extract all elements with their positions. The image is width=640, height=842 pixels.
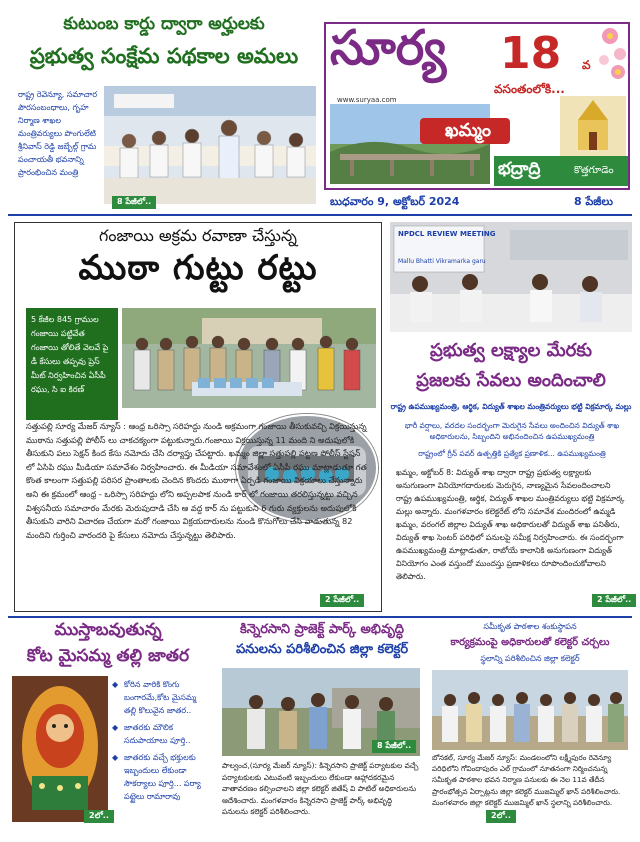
middle-rule	[8, 616, 632, 618]
npdcl-page-ref[interactable]: 2 పేజీలో..	[592, 594, 636, 607]
kinnerasani-headline-2: పనులను పరిశీలించిన జిల్లా కలెక్టర్	[235, 642, 409, 657]
npdcl-banner-subtitle: Mallu Bhatti Vikramarka garu	[398, 258, 486, 265]
town-name[interactable]: కొత్తగూడెం	[574, 165, 614, 176]
jatara-bullets	[112, 678, 210, 807]
kinnerasani-headline-1: కిన్నెరసాని ప్రాజెక్ట్ పార్క్ అభివృద్ధి	[240, 622, 404, 637]
jatara-headline-2: కోట మైసమ్మ తల్లి జాతర	[26, 646, 190, 666]
temple-photo	[560, 96, 626, 156]
collector-page-ref[interactable]: 2లో..	[486, 810, 516, 823]
anniversary-number: 18	[500, 28, 562, 79]
npdcl-banner-title: NPDCL REVIEW MEETING	[398, 230, 496, 238]
collector-kicker: సమీకృత పాఠశాల శంకుస్థాపన	[483, 622, 577, 631]
npdcl-headline-1: ప్రభుత్వ లక్ష్యాల మేరకు	[430, 340, 592, 361]
ganja-body: సత్తుపల్లి సూర్య మేజర్ న్యూస్ : ఆంధ్ర ఒరిస్సా సరిహద్దు నుండి అక్రమంగా గంజాయి తీసుకువచ్చి విక్రయిస్తున్న ముఠాను సత్తుపల్లి పోలీస్ లు చాకచక్యంగా పట్టుకున్నారు.గంజాయి విక్రయిస్తున్న 11 మంది ని అదుపులోకి తీసుకుని పలు సెక్షన్ కింద కేసు నమోదు చేసి దర్యాప్తు చేపట్టారు. ఖమ్మం జిల్లా సత్తుపల్లి పట్టణ పోలీస్ స్టేషన్ లో ఏసిపి రఘు మీడియా సమావేశం నిర్వహించారు. ఈ మీడియా సమావేశంలో ఏసీపీ రఘు మాట్లాడుతూ గత కొంత కాలంగా సత్తుపల్లి పరిసర ప్రాంతాలకు చెందిన కొందరు ముఠాగా ఏర్పడి గంజాయి విక్రయాలు చేస్తున్నారు అని ఈ క్రమంలో ఆంధ్ర - ఒరిస్సా సరిహద్దు లోని అప్పలపాక నుండి కార్ లో గంజాయి తరలిస్తున్నట్టు వచ్చిన విశ్వసనీయ సమాచారం మేరకు మెరుపుదాడి చేసి ఆ వద్ద కార్ ను పట్టుకుని 6 గురు వ్యక్తులను అదుపులోకి తీసుకుని వారిని విచారణ చేయగా మరో గంజాయి విక్రయదారులను నుండి కొనుగోలు చేసి వాడుతున్న 82 మందిని గుర్తించి వారందరి పై కేసులు నమోదు చేస్తున్నట్టు తెలిపారు.	[26, 421, 367, 540]
ganja-kicker: గంజాయి అక్రమ రవాణా చేస్తున్న	[99, 226, 297, 245]
npdcl-headline-2: ప్రజలకు సేవలు అందించాలి	[416, 370, 606, 391]
masthead-name[interactable]: సూర్య	[330, 20, 447, 76]
masthead-website[interactable]: www.suryaa.com	[337, 96, 397, 104]
npdcl-meeting-photo	[390, 222, 632, 332]
collector-body: బోనకల్, సూర్య మేజర్ న్యూస్: మండలంలోని లక్ష్మీపురం రెవెన్యూ పరిధిలోని గోవిందాపురం ఎల్ గ్రామంలో నూతనంగా నిర్మించనున్న సమీకృత పాఠశాల భవన నిర్మాణ పనులకు ఈ నెల 11వ తేదీన ప్రారంభోత్సవ ఏర్పాట్లను జిల్లా కలెక్టర్ ముజమ్మిల్ ఖాన్ పరిశీలించారు. మంగళవారం జిల్లా కలెక్టర్ ముజమ్మిల్ ఖాన్ స్థలాన్ని పరిశీలించారు.	[432, 753, 621, 807]
ganja-page-ref[interactable]: 2 పేజీలో..	[320, 594, 364, 607]
npdcl-point-2: రాష్ట్రంలో గ్రీన్ పవర్ ఉత్పత్తికి ప్రత్యేక ప్రణాళిక... ఉపముఖ్యమంత్రి	[418, 449, 606, 458]
top-story-photo	[104, 86, 316, 204]
top-story-headline-1: కుటుంబ కార్డు ద్వారా అర్హులకు	[63, 14, 265, 34]
anniversary-suffix: వ	[582, 58, 591, 72]
district-name[interactable]: భద్రాద్రి	[498, 159, 541, 179]
top-story-caption: రాష్ట్ర రెవెన్యూ, సమాచార పౌరసంబంధాలు, గృహ నిర్మాణ శాఖల మంత్రివర్యులు పొంగులేటి శ్రీనివాస్ రెడ్డి జబ్బేల్గ్ గ్రామ పంచాయతీ భవనాన్ని ప్రారంభించిన మంత్రి	[18, 90, 98, 177]
collector-subhead: స్థలాన్ని పరిశీలించిన జిల్లా కలెక్టర్	[480, 654, 580, 663]
npdcl-subhead: రాష్ట్ర ఉపముఖ్యమంత్రి, ఆర్థిక, విద్యుత్ శాఖల మంత్రివర్యులు భట్టి విక్రమార్క మల్లు	[390, 402, 632, 411]
flower-decoration	[570, 24, 628, 84]
collector-headline: కార్యక్రమంపై అధికారులతో కలెక్టర్ చర్చలు	[450, 637, 610, 648]
npdcl-point-1: భారీ వర్షాలు, వరదల సందర్భంగా మెరుగైన సేవలు అందించిన విద్యుత్ శాఖ అధికారులను, సిబ్బందిని అభినందించిన ఉపముఖ్యమంత్రి	[404, 421, 620, 441]
ganja-sidebar	[26, 308, 118, 420]
npdcl-body: ఖమ్మం, అక్టోబర్ 8: విద్యుత్ శాఖ ద్వారా రాష్ట్ర ప్రభుత్వ లక్ష్యాలకు అనుగుణంగా వినియోగదారులకు మెరుగైన, నాణ్యమైన సేవలందించాలని రాష్ట్ర ఉపముఖ్యమంత్రి, ఆర్థిక, విద్యుత్ శాఖల మంత్రివర్యులు భట్టి విక్రమార్క మల్లు అన్నారు. మంగళవారం కలెక్టరేట్ లోని సమావేశ మందిరంలో ఉమ్మడి ఖమ్మం, వరంగల్ జిల్లాల విద్యుత్ శాఖ అధికారులతో విద్యుత్ శాఖ పనితీరు, విద్యుత్ శాఖ సెంటర్ పరిధిలో పనులపై సమీక్ష నిర్వహించారు. ఈ సందర్భంగా ఉపముఖ్యమంత్రి మాట్లాడుతూ, రాబోయే కాలానికి అనుగుణంగా విద్యుత్ వినియోగం ఎంత వస్తుందో ముందస్తు ప్రణాళికలు రూపొందించుకోవాలని తెలిపారు.	[396, 468, 625, 581]
top-story-headline-2: ప్రభుత్వ సంక్షేమ పథకాల అమలు	[29, 44, 299, 68]
edition-name[interactable]: ఖమ్మం	[445, 120, 491, 141]
jatara-deity-photo	[12, 676, 108, 822]
jatara-bullet-2: ◆ జాతరకు మౌలిక సదుపాయాలు పూర్తి..	[112, 721, 210, 747]
ganja-sidebar-text: 5 కేజీల 845 గ్రాముల గంజాయి పట్టివేత గంజాయి తోలితే వెలవే పై డీ కేసులు తప్పవు ప్రెస్ మీట్ నిర్వహించిన ఏసీపీ రఘు, సి ఐ కిరణ్	[31, 315, 109, 394]
page-count: 8 పేజీలు	[574, 195, 613, 208]
anniversary-text: వసంతంలోకి...	[494, 82, 565, 96]
jatara-bullet-3: ◆ జాతరకు వచ్చే భక్తులకు ఇబ్బందులు లేకుండా సౌకర్యాలు పూర్తి... పర్యా పట్టైలు రామారావు	[112, 751, 210, 803]
ganja-press-meet-photo	[122, 308, 376, 408]
collector-photo	[432, 670, 628, 750]
jatara-headline-1: ముస్తాబవుతున్న	[54, 620, 162, 640]
kinnerasani-body: పాల్వంచ,(సూర్య మేజర్ న్యూస్): కిన్నెరసాని ప్రాజెక్ట్ పర్యాటకుల వచ్చే పర్యాటకులకు ఎటువంటి ఇబ్బందులు లేకుండా ఆహ్లాదకరమైన వాతావరణం కల్పించాలని జిల్లా కలెక్టర్ జితేష్ వి పాటిల్ అధికారులను ఆదేశించారు. మంగళవారం కిన్నెరసాని ప్రాజెక్ట్ పార్క్ అభివృద్ధి పనులను కలెక్టర్ పరిశీలించారు.	[222, 761, 419, 817]
jatara-page-ref[interactable]: 2లో..	[84, 810, 114, 823]
ganja-headline: ముఠా గుట్టు రట్టు	[78, 248, 318, 288]
jatara-bullet-1: ◆ కోరిన వారికి కొంగు బంగారమే,కోట మైసమ్మ తల్లి కొలువైన జాతర..	[112, 678, 210, 717]
kinnerasani-page-ref[interactable]: 8 పేజీలో..	[372, 740, 416, 753]
top-story-page-ref[interactable]: 8 పేజీలో..	[112, 196, 156, 209]
issue-date: బుధవారం 9, అక్టోబర్ 2024	[330, 195, 460, 208]
top-rule	[8, 214, 632, 216]
